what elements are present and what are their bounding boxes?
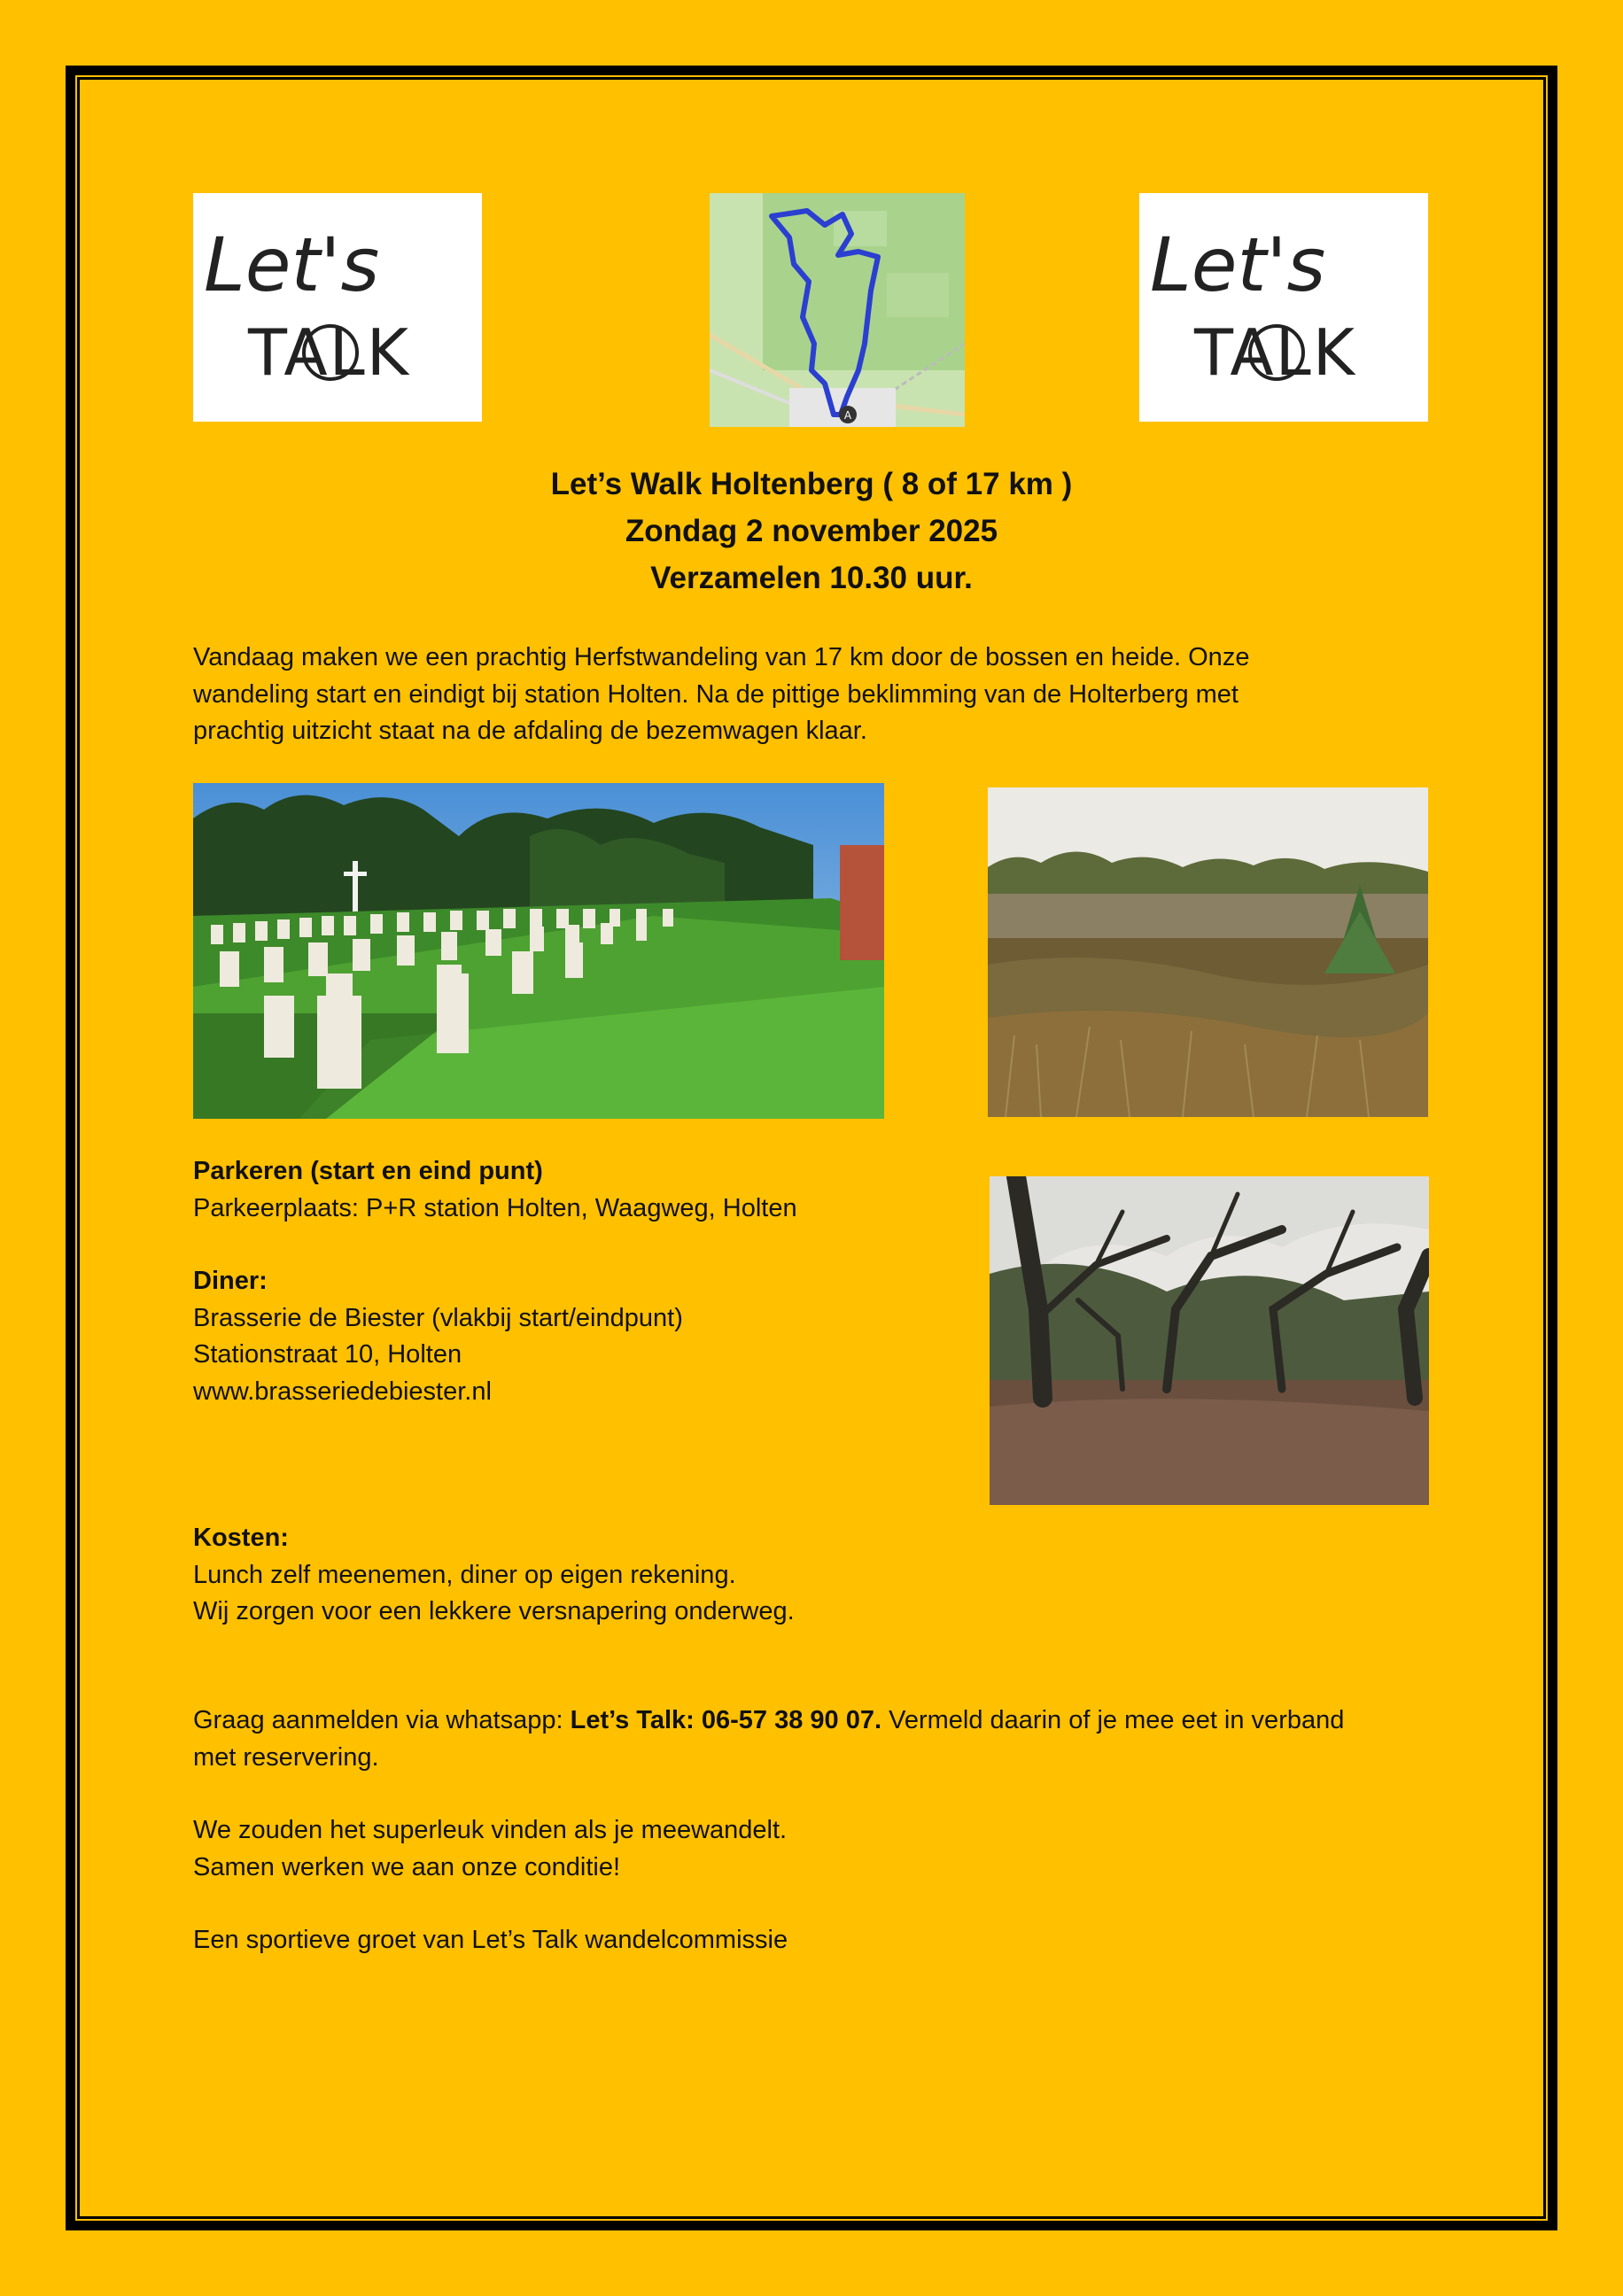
event-gather-time: Verzamelen 10.30 uur. [650, 561, 973, 595]
logo-right-text-talk: TALK [1194, 315, 1356, 390]
intro-line-2: wandeling start en eindigt bij station Holten. Na de pittige beklimming van de Holterberg met [193, 679, 1239, 709]
photo-heathland [988, 787, 1428, 1117]
route-start-marker-label: A [843, 409, 852, 422]
costs-heading: Kosten: [193, 1524, 289, 1552]
dinner-address: Stationstraat 10, Holten [193, 1340, 462, 1369]
signup-suffix: Vermeld daarin of je mee eet in verband [881, 1706, 1345, 1734]
dinner-heading: Diner: [193, 1267, 268, 1295]
costs-section [193, 1520, 795, 1631]
intro-line-3: prachtig uitzicht staat na de afdaling de bezemwagen klaar. [193, 717, 867, 745]
costs-line-1: Lunch zelf meenemen, diner op eigen rekening. [193, 1560, 736, 1589]
dinner-section [193, 1263, 683, 1410]
intro-paragraph [193, 640, 1249, 750]
photo-heathland-image [988, 787, 1428, 1117]
signup-line-2: met reservering. [193, 1742, 379, 1772]
lets-talk-logo-left-drawing [193, 193, 482, 422]
photo-autumn-forest [990, 1176, 1429, 1505]
closing-signature: Een sportieve groet van Let’s Talk wandelcommissie [193, 1926, 788, 1954]
parking-section [193, 1153, 797, 1227]
costs-line-2: Wij zorgen voor een lekkere versnapering onderweg. [193, 1597, 795, 1625]
dinner-venue: Brasserie de Biester (vlakbij start/eindpunt) [193, 1303, 683, 1332]
route-map-drawing [710, 193, 965, 427]
lets-talk-logo-left [193, 193, 482, 422]
signup-section [193, 1703, 1344, 1776]
parking-location: Parkeerplaats: P+R station Holten, Waagweg, Holten [193, 1193, 797, 1222]
signup-line-1 [193, 1703, 1344, 1740]
route-map [710, 193, 965, 427]
event-date: Zondag 2 november 2025 [625, 514, 998, 548]
logo-left-text-talk: TALK [248, 315, 410, 390]
photo-autumn-forest-image [990, 1176, 1429, 1505]
event-title-block [193, 461, 1430, 601]
closing-line-1: We zouden het superleuk vinden als je meewandelt. [193, 1816, 788, 1844]
parking-heading: Parkeren (start en eind punt) [193, 1157, 543, 1185]
closing-section [193, 1812, 787, 1886]
event-title: Let’s Walk Holtenberg ( 8 of 17 km ) [550, 467, 1073, 501]
lets-talk-logo-right [1139, 193, 1428, 422]
photo-war-cemetery-image [193, 783, 884, 1119]
dinner-website-link[interactable]: www.brasseriedebiester.nl [193, 1377, 492, 1406]
logo-left-text-lets: Let's [204, 221, 380, 308]
signup-prefix: Graag aanmelden via whatsapp: [193, 1706, 571, 1734]
lets-talk-logo-right-drawing [1139, 193, 1428, 422]
intro-line-1: Vandaag maken we een prachtig Herfstwandeling van 17 km door de bossen en heide. Onze [193, 643, 1250, 671]
logo-right-text-lets: Let's [1150, 221, 1326, 308]
photo-war-cemetery [193, 783, 884, 1119]
closing-line-2: Samen werken we aan onze conditie! [193, 1852, 621, 1881]
signup-whatsapp-contact[interactable]: Let’s Talk: 06-57 38 90 07. [570, 1706, 882, 1734]
